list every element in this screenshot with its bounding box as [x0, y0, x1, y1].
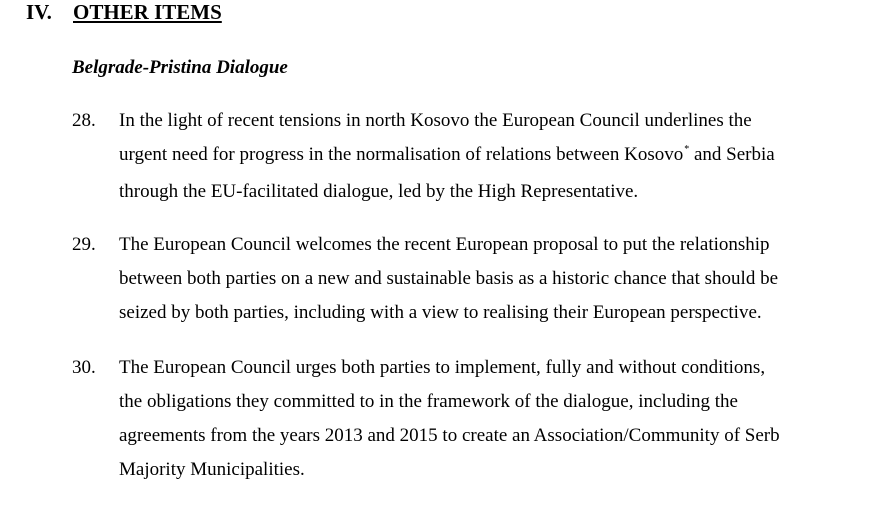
footnote-mark: *	[684, 144, 690, 155]
paragraph-line: The European Council urges both parties to implement, fully and without conditions,	[119, 357, 766, 378]
paragraph-line: the obligations they committed to in the framework of the dialogue, including the	[119, 391, 738, 412]
paragraph-28	[72, 104, 872, 209]
paragraph-line-segment: urgent need for progress in the normalisation of relations between Kosovo	[119, 144, 684, 165]
paragraph-line	[119, 138, 872, 175]
paragraph-line: Majority Municipalities.	[119, 459, 305, 480]
paragraph-line: between both parties on a new and sustainable basis as a historic chance that should be	[119, 268, 778, 289]
section-title: OTHER ITEMS	[73, 0, 222, 24]
paragraph-line-segment: and Serbia	[693, 144, 775, 165]
paragraph-line: The European Council welcomes the recent European proposal to put the relationship	[119, 234, 770, 255]
paragraph-line: agreements from the years 2013 and 2015 to create an Association/Community of Serb	[119, 425, 780, 446]
paragraph-30	[72, 351, 872, 487]
paragraph-line: seized by both parties, including with a view to realising their European perspective.	[119, 302, 762, 323]
paragraph-number: 29.	[72, 234, 96, 255]
sub-heading: Belgrade-Pristina Dialogue	[72, 57, 288, 78]
paragraph-number: 28.	[72, 110, 96, 131]
paragraph-number: 30.	[72, 357, 96, 378]
paragraph-29	[72, 228, 872, 330]
section-number: IV.	[26, 0, 52, 24]
section-heading	[26, 0, 222, 25]
paragraph-line: In the light of recent tensions in north Kosovo the European Council underlines the	[119, 110, 752, 131]
paragraph-line: through the EU-facilitated dialogue, led by the High Representative.	[119, 181, 639, 202]
